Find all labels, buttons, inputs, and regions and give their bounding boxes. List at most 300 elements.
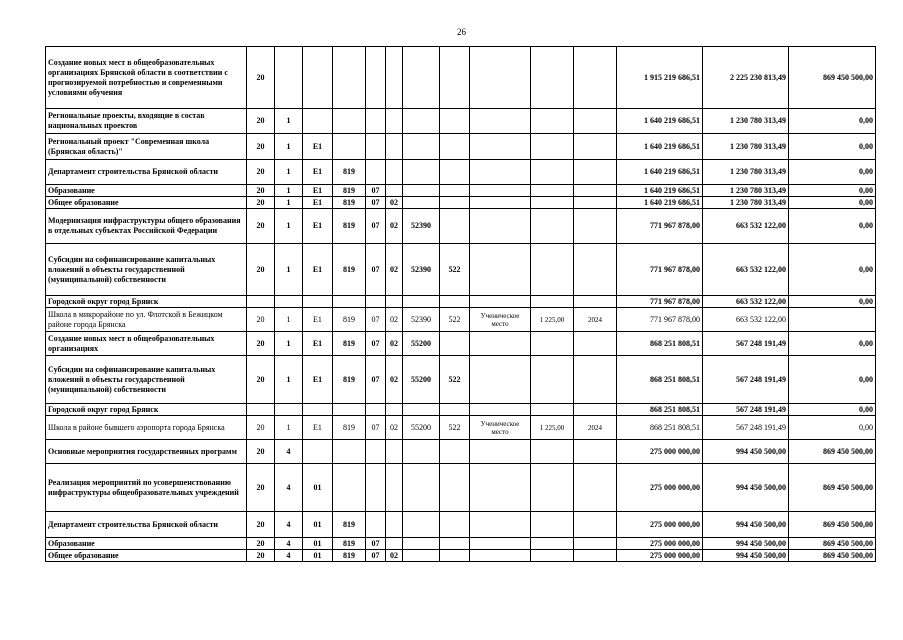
capacity-value bbox=[531, 296, 574, 308]
code-subsection bbox=[386, 160, 403, 185]
code-section: 07 bbox=[366, 550, 386, 562]
amount-year-1: 275 000 000,00 bbox=[617, 440, 703, 464]
commission-year: 2024 bbox=[574, 416, 617, 440]
amount-year-1: 1 915 219 686,51 bbox=[617, 47, 703, 109]
code-expense-type: 522 bbox=[440, 308, 470, 332]
code-gov: 819 bbox=[333, 185, 366, 197]
code-expense-type bbox=[440, 197, 470, 209]
capacity-value bbox=[531, 440, 574, 464]
capacity-value bbox=[531, 185, 574, 197]
amount-year-1: 771 967 878,00 bbox=[617, 209, 703, 244]
table-row bbox=[46, 134, 876, 160]
commission-year bbox=[574, 209, 617, 244]
amount-year-2: 567 248 191,49 bbox=[703, 356, 789, 404]
code-gov: 819 bbox=[333, 308, 366, 332]
table-row bbox=[46, 512, 876, 538]
code-subsection: 02 bbox=[386, 332, 403, 356]
amount-year-2: 663 532 122,00 bbox=[703, 209, 789, 244]
amount-year-3: 0,00 bbox=[789, 356, 876, 404]
code-direction bbox=[403, 538, 440, 550]
code-subsection: 02 bbox=[386, 550, 403, 562]
code-subsection bbox=[386, 134, 403, 160]
unit-of-measure bbox=[470, 538, 531, 550]
code-event: Е1 bbox=[303, 134, 333, 160]
code-gov bbox=[333, 109, 366, 134]
commission-year bbox=[574, 134, 617, 160]
code-subprogram: 4 bbox=[275, 550, 303, 562]
code-expense-type bbox=[440, 47, 470, 109]
amount-year-2: 994 450 500,00 bbox=[703, 550, 789, 562]
table-row bbox=[46, 160, 876, 185]
capacity-value bbox=[531, 404, 574, 416]
amount-year-1: 275 000 000,00 bbox=[617, 550, 703, 562]
code-event bbox=[303, 296, 333, 308]
unit-of-measure bbox=[470, 296, 531, 308]
code-section: 07 bbox=[366, 308, 386, 332]
code-event: Е1 bbox=[303, 332, 333, 356]
code-direction: 52390 bbox=[403, 308, 440, 332]
amount-year-3: 869 450 500,00 bbox=[789, 440, 876, 464]
amount-year-3: 869 450 500,00 bbox=[789, 550, 876, 562]
capacity-value bbox=[531, 538, 574, 550]
code-expense-type: 522 bbox=[440, 244, 470, 296]
capacity-value bbox=[531, 464, 574, 512]
capacity-value bbox=[531, 47, 574, 109]
commission-year bbox=[574, 332, 617, 356]
code-expense-type bbox=[440, 209, 470, 244]
unit-of-measure bbox=[470, 209, 531, 244]
amount-year-3: 0,00 bbox=[789, 209, 876, 244]
code-direction bbox=[403, 185, 440, 197]
amount-year-1: 771 967 878,00 bbox=[617, 244, 703, 296]
code-section bbox=[366, 512, 386, 538]
code-direction: 52390 bbox=[403, 244, 440, 296]
code-expense-type bbox=[440, 512, 470, 538]
amount-year-1: 275 000 000,00 bbox=[617, 464, 703, 512]
table-row bbox=[46, 464, 876, 512]
table-row bbox=[46, 416, 876, 440]
row-name: Региональные проекты, входящие в состав национальных проектов bbox=[46, 109, 247, 134]
code-subsection bbox=[386, 440, 403, 464]
row-name: Городской округ город Брянск bbox=[46, 404, 247, 416]
code-direction bbox=[403, 160, 440, 185]
code-direction bbox=[403, 512, 440, 538]
amount-year-1: 1 640 219 686,51 bbox=[617, 109, 703, 134]
amount-year-2: 567 248 191,49 bbox=[703, 332, 789, 356]
code-event: Е1 bbox=[303, 209, 333, 244]
code-expense-type bbox=[440, 440, 470, 464]
code-event: Е1 bbox=[303, 416, 333, 440]
code-program: 20 bbox=[247, 47, 275, 109]
code-subprogram: 1 bbox=[275, 209, 303, 244]
code-subsection bbox=[386, 296, 403, 308]
code-program: 20 bbox=[247, 416, 275, 440]
code-gov bbox=[333, 404, 366, 416]
row-name: Региональный проект "Современная школа (Брянская область)" bbox=[46, 134, 247, 160]
code-expense-type bbox=[440, 550, 470, 562]
row-name: Департамент строительства Брянской области bbox=[46, 512, 247, 538]
amount-year-1: 868 251 808,51 bbox=[617, 356, 703, 404]
commission-year bbox=[574, 550, 617, 562]
code-program: 20 bbox=[247, 538, 275, 550]
code-subsection: 02 bbox=[386, 356, 403, 404]
table-row bbox=[46, 332, 876, 356]
row-name: Образование bbox=[46, 538, 247, 550]
commission-year bbox=[574, 538, 617, 550]
code-section: 07 bbox=[366, 416, 386, 440]
table-row bbox=[46, 404, 876, 416]
code-section bbox=[366, 440, 386, 464]
commission-year bbox=[574, 440, 617, 464]
amount-year-3: 869 450 500,00 bbox=[789, 47, 876, 109]
code-section bbox=[366, 47, 386, 109]
row-name: Школа в районе бывшего аэропорта города Брянска bbox=[46, 416, 247, 440]
code-direction: 55200 bbox=[403, 416, 440, 440]
code-section bbox=[366, 296, 386, 308]
amount-year-1: 1 640 219 686,51 bbox=[617, 197, 703, 209]
amount-year-1: 275 000 000,00 bbox=[617, 538, 703, 550]
amount-year-1: 771 967 878,00 bbox=[617, 296, 703, 308]
code-direction: 55200 bbox=[403, 332, 440, 356]
code-subprogram: 4 bbox=[275, 538, 303, 550]
code-subsection bbox=[386, 464, 403, 512]
amount-year-1: 868 251 808,51 bbox=[617, 332, 703, 356]
capacity-value bbox=[531, 356, 574, 404]
code-program: 20 bbox=[247, 440, 275, 464]
commission-year bbox=[574, 185, 617, 197]
amount-year-2: 994 450 500,00 bbox=[703, 512, 789, 538]
amount-year-3: 0,00 bbox=[789, 185, 876, 197]
code-subprogram: 1 bbox=[275, 356, 303, 404]
amount-year-2: 1 230 780 313,49 bbox=[703, 160, 789, 185]
code-expense-type bbox=[440, 160, 470, 185]
code-subprogram: 4 bbox=[275, 464, 303, 512]
unit-of-measure bbox=[470, 109, 531, 134]
code-event: Е1 bbox=[303, 185, 333, 197]
table-row bbox=[46, 440, 876, 464]
code-expense-type: 522 bbox=[440, 356, 470, 404]
unit-of-measure bbox=[470, 197, 531, 209]
code-subprogram: 1 bbox=[275, 332, 303, 356]
unit-of-measure bbox=[470, 404, 531, 416]
amount-year-3: 0,00 bbox=[789, 160, 876, 185]
code-gov bbox=[333, 47, 366, 109]
amount-year-3 bbox=[789, 308, 876, 332]
unit-of-measure bbox=[470, 512, 531, 538]
unit-of-measure bbox=[470, 550, 531, 562]
unit-of-measure bbox=[470, 356, 531, 404]
amount-year-1: 1 640 219 686,51 bbox=[617, 160, 703, 185]
amount-year-2: 663 532 122,00 bbox=[703, 308, 789, 332]
code-event bbox=[303, 47, 333, 109]
table-row bbox=[46, 296, 876, 308]
table-row bbox=[46, 308, 876, 332]
code-subprogram: 4 bbox=[275, 512, 303, 538]
amount-year-2: 994 450 500,00 bbox=[703, 538, 789, 550]
table-body bbox=[46, 47, 876, 562]
capacity-value bbox=[531, 134, 574, 160]
code-program bbox=[247, 296, 275, 308]
row-name: Образование bbox=[46, 185, 247, 197]
code-subprogram: 1 bbox=[275, 109, 303, 134]
code-section bbox=[366, 109, 386, 134]
table-row bbox=[46, 538, 876, 550]
row-name: Создание новых мест в общеобразовательных организациях Брянской области в соответствии с прогнозируемой потребностью и современными условиями обучения bbox=[46, 47, 247, 109]
code-program: 20 bbox=[247, 197, 275, 209]
capacity-value bbox=[531, 109, 574, 134]
code-expense-type bbox=[440, 538, 470, 550]
code-event: Е1 bbox=[303, 308, 333, 332]
code-program: 20 bbox=[247, 185, 275, 197]
row-name: Модернизация инфраструктуры общего образования в отдельных субъектах Российской Федерации bbox=[46, 209, 247, 244]
code-subprogram bbox=[275, 296, 303, 308]
amount-year-3: 0,00 bbox=[789, 416, 876, 440]
amount-year-1: 868 251 808,51 bbox=[617, 416, 703, 440]
code-section: 07 bbox=[366, 356, 386, 404]
code-subsection bbox=[386, 512, 403, 538]
unit-of-measure bbox=[470, 47, 531, 109]
code-subprogram: 1 bbox=[275, 416, 303, 440]
table-row bbox=[46, 197, 876, 209]
commission-year bbox=[574, 244, 617, 296]
code-section bbox=[366, 134, 386, 160]
unit-of-measure: Ученическое место bbox=[470, 308, 531, 332]
amount-year-2: 994 450 500,00 bbox=[703, 440, 789, 464]
code-program: 20 bbox=[247, 464, 275, 512]
capacity-value bbox=[531, 512, 574, 538]
code-gov: 819 bbox=[333, 209, 366, 244]
amount-year-3: 0,00 bbox=[789, 332, 876, 356]
amount-year-3: 0,00 bbox=[789, 197, 876, 209]
code-subsection bbox=[386, 185, 403, 197]
amount-year-1: 1 640 219 686,51 bbox=[617, 134, 703, 160]
code-section bbox=[366, 464, 386, 512]
code-event: 01 bbox=[303, 512, 333, 538]
code-subsection: 02 bbox=[386, 244, 403, 296]
code-program bbox=[247, 404, 275, 416]
amount-year-3: 869 450 500,00 bbox=[789, 538, 876, 550]
code-expense-type bbox=[440, 464, 470, 512]
amount-year-3: 0,00 bbox=[789, 109, 876, 134]
table-row bbox=[46, 185, 876, 197]
table-row bbox=[46, 109, 876, 134]
commission-year: 2024 bbox=[574, 308, 617, 332]
code-program: 20 bbox=[247, 332, 275, 356]
code-subprogram bbox=[275, 47, 303, 109]
row-name: Департамент строительства Брянской области bbox=[46, 160, 247, 185]
row-name: Субсидии на софинансирование капитальных вложений в объекты государственной (муниципальной) собственности bbox=[46, 356, 247, 404]
code-subsection bbox=[386, 47, 403, 109]
commission-year bbox=[574, 356, 617, 404]
page-number: 26 bbox=[457, 27, 466, 37]
code-program: 20 bbox=[247, 209, 275, 244]
table-row bbox=[46, 47, 876, 109]
code-gov: 819 bbox=[333, 356, 366, 404]
amount-year-2: 567 248 191,49 bbox=[703, 404, 789, 416]
code-program: 20 bbox=[247, 308, 275, 332]
code-event: Е1 bbox=[303, 197, 333, 209]
code-direction bbox=[403, 109, 440, 134]
code-program: 20 bbox=[247, 160, 275, 185]
code-direction bbox=[403, 550, 440, 562]
row-name: Городской округ город Брянск bbox=[46, 296, 247, 308]
code-subsection: 02 bbox=[386, 197, 403, 209]
unit-of-measure bbox=[470, 185, 531, 197]
commission-year bbox=[574, 512, 617, 538]
unit-of-measure bbox=[470, 440, 531, 464]
code-subsection: 02 bbox=[386, 209, 403, 244]
code-subprogram: 1 bbox=[275, 160, 303, 185]
capacity-value bbox=[531, 209, 574, 244]
amount-year-1: 1 640 219 686,51 bbox=[617, 185, 703, 197]
code-subprogram: 1 bbox=[275, 244, 303, 296]
code-subprogram: 1 bbox=[275, 197, 303, 209]
row-name: Общее образование bbox=[46, 550, 247, 562]
amount-year-2: 1 230 780 313,49 bbox=[703, 185, 789, 197]
amount-year-2: 663 532 122,00 bbox=[703, 296, 789, 308]
unit-of-measure bbox=[470, 160, 531, 185]
code-direction bbox=[403, 47, 440, 109]
code-section: 07 bbox=[366, 332, 386, 356]
capacity-value bbox=[531, 550, 574, 562]
code-event: 01 bbox=[303, 464, 333, 512]
code-subsection: 02 bbox=[386, 416, 403, 440]
code-program: 20 bbox=[247, 244, 275, 296]
table-row bbox=[46, 209, 876, 244]
code-expense-type bbox=[440, 109, 470, 134]
code-section: 07 bbox=[366, 244, 386, 296]
code-event: 01 bbox=[303, 550, 333, 562]
commission-year bbox=[574, 160, 617, 185]
amount-year-2: 567 248 191,49 bbox=[703, 416, 789, 440]
capacity-value bbox=[531, 197, 574, 209]
code-section: 07 bbox=[366, 185, 386, 197]
code-subprogram: 1 bbox=[275, 185, 303, 197]
code-program: 20 bbox=[247, 109, 275, 134]
unit-of-measure: Ученическое место bbox=[470, 416, 531, 440]
code-subprogram bbox=[275, 404, 303, 416]
row-name: Общее образование bbox=[46, 197, 247, 209]
amount-year-1: 275 000 000,00 bbox=[617, 512, 703, 538]
commission-year bbox=[574, 464, 617, 512]
amount-year-1: 771 967 878,00 bbox=[617, 308, 703, 332]
code-subprogram: 1 bbox=[275, 134, 303, 160]
unit-of-measure bbox=[470, 134, 531, 160]
code-gov: 819 bbox=[333, 416, 366, 440]
amount-year-3: 0,00 bbox=[789, 244, 876, 296]
capacity-value bbox=[531, 244, 574, 296]
code-gov: 819 bbox=[333, 332, 366, 356]
code-event bbox=[303, 404, 333, 416]
code-section: 07 bbox=[366, 538, 386, 550]
unit-of-measure bbox=[470, 464, 531, 512]
code-subsection bbox=[386, 109, 403, 134]
row-name: Субсидии на софинансирование капитальных вложений в объекты государственной (муниципальной) собственности bbox=[46, 244, 247, 296]
code-gov: 819 bbox=[333, 550, 366, 562]
code-event: Е1 bbox=[303, 160, 333, 185]
code-event: Е1 bbox=[303, 244, 333, 296]
code-event bbox=[303, 440, 333, 464]
code-program: 20 bbox=[247, 512, 275, 538]
table-row bbox=[46, 550, 876, 562]
code-event bbox=[303, 109, 333, 134]
commission-year bbox=[574, 109, 617, 134]
code-expense-type bbox=[440, 185, 470, 197]
code-direction bbox=[403, 464, 440, 512]
code-expense-type: 522 bbox=[440, 416, 470, 440]
capacity-value bbox=[531, 332, 574, 356]
commission-year bbox=[574, 197, 617, 209]
code-gov bbox=[333, 464, 366, 512]
amount-year-3: 0,00 bbox=[789, 296, 876, 308]
unit-of-measure bbox=[470, 332, 531, 356]
amount-year-3: 0,00 bbox=[789, 134, 876, 160]
code-section bbox=[366, 404, 386, 416]
amount-year-2: 994 450 500,00 bbox=[703, 464, 789, 512]
code-expense-type bbox=[440, 404, 470, 416]
code-event: 01 bbox=[303, 538, 333, 550]
code-event: Е1 bbox=[303, 356, 333, 404]
code-subsection: 02 bbox=[386, 308, 403, 332]
code-gov: 819 bbox=[333, 160, 366, 185]
table-row bbox=[46, 244, 876, 296]
budget-table bbox=[45, 46, 876, 562]
code-direction bbox=[403, 197, 440, 209]
amount-year-2: 1 230 780 313,49 bbox=[703, 134, 789, 160]
code-direction bbox=[403, 296, 440, 308]
code-expense-type bbox=[440, 296, 470, 308]
amount-year-1: 868 251 808,51 bbox=[617, 404, 703, 416]
code-direction: 55200 bbox=[403, 356, 440, 404]
code-gov: 819 bbox=[333, 512, 366, 538]
unit-of-measure bbox=[470, 244, 531, 296]
code-gov bbox=[333, 440, 366, 464]
code-gov: 819 bbox=[333, 197, 366, 209]
amount-year-2: 2 225 230 813,49 bbox=[703, 47, 789, 109]
code-subsection bbox=[386, 404, 403, 416]
amount-year-2: 1 230 780 313,49 bbox=[703, 109, 789, 134]
capacity-value: 1 225,00 bbox=[531, 416, 574, 440]
code-gov: 819 bbox=[333, 538, 366, 550]
amount-year-3: 869 450 500,00 bbox=[789, 464, 876, 512]
code-direction: 52390 bbox=[403, 209, 440, 244]
row-name: Основные мероприятия государственных программ bbox=[46, 440, 247, 464]
code-section bbox=[366, 160, 386, 185]
row-name: Создание новых мест в общеобразовательных организациях bbox=[46, 332, 247, 356]
code-program: 20 bbox=[247, 356, 275, 404]
code-gov: 819 bbox=[333, 244, 366, 296]
capacity-value bbox=[531, 160, 574, 185]
code-direction bbox=[403, 134, 440, 160]
table-row bbox=[46, 356, 876, 404]
code-direction bbox=[403, 440, 440, 464]
code-gov bbox=[333, 134, 366, 160]
code-section: 07 bbox=[366, 197, 386, 209]
amount-year-2: 1 230 780 313,49 bbox=[703, 197, 789, 209]
commission-year bbox=[574, 296, 617, 308]
row-name: Реализация мероприятий по усовершенствованию инфраструктуры общеобразовательных учреждений bbox=[46, 464, 247, 512]
code-direction bbox=[403, 404, 440, 416]
commission-year bbox=[574, 47, 617, 109]
amount-year-3: 0,00 bbox=[789, 404, 876, 416]
capacity-value: 1 225,00 bbox=[531, 308, 574, 332]
code-expense-type bbox=[440, 332, 470, 356]
commission-year bbox=[574, 404, 617, 416]
code-subprogram: 1 bbox=[275, 308, 303, 332]
amount-year-2: 663 532 122,00 bbox=[703, 244, 789, 296]
code-subprogram: 4 bbox=[275, 440, 303, 464]
code-gov bbox=[333, 296, 366, 308]
